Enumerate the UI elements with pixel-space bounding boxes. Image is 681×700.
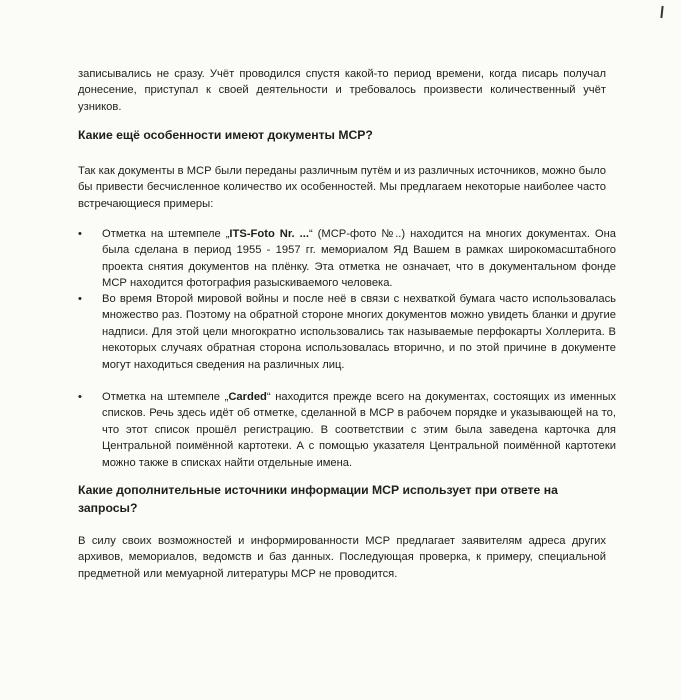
list-item: [78, 291, 616, 371]
list-item: [78, 226, 616, 290]
intro-paragraph: записывались не сразу. Учёт проводился спустя какой-то период времени, когда писарь получал донесение, приступал к своей деятельности и требовалось произвести количественный учёт узников.: [78, 68, 606, 113]
item-text-before: Отметка на штемпеле „: [102, 391, 229, 403]
bullet-icon: •: [78, 391, 82, 403]
item-text-bold: Carded: [228, 391, 267, 403]
item-text-bold: ITS-Foto Nr. ...: [229, 228, 309, 240]
item-text-after: “ (МСР-фото №..) находится на многих документах. Она была сделана в период 1955 - 1957 гг. мемориалом Яд Вашем в рамках широкомасштабного проекта снятия документов на плёнку. Эта отметка не означает, что в документальном фонде МСР находится фотография разыскиваемого человека.: [102, 228, 616, 290]
bullet-icon: •: [78, 293, 82, 305]
bullet-icon: •: [78, 228, 82, 240]
list-item-text: [102, 291, 616, 373]
features-paragraph: Так как документы в МСР были переданы различным путём и из различных источников, можно было бы привести бесчисленное количество их особенностей. Мы предлагаем некоторые наиболее часто встречающиеся примеры:: [78, 165, 606, 210]
list-item: [78, 389, 616, 469]
list-item-text: [102, 389, 616, 471]
section-heading-sources: Какие дополнительные источники информации МСР использует при ответе на запросы?: [78, 483, 558, 515]
list-item-text: [102, 226, 616, 292]
section-heading-features: Какие ещё особенности имеют документы МСР?: [78, 128, 373, 142]
item-text-before: Отметка на штемпеле „: [102, 228, 230, 240]
item-text-before: Во время Второй мировой войны и после неё в связи с нехваткой бумага часто использовалась множество раз. Поэтому на обратной стороне многих документов можно увидеть бланки и другие надписи. Для этой цели многократно использовались так называемые перфокарты Холлерита. В некоторых случаях обратная сторона использовалась вторично, и по этой причине в документе могут находиться сведения на различных лиц.: [102, 293, 616, 371]
sources-paragraph: В силу своих возможностей и информированности МСР предлагает заявителям адреса других архивов, мемориалов, ведомств и баз данных. Последующая проверка, к примеру, специальной предметной или мемуарной литературы МСР не проводится.: [78, 535, 606, 580]
item-text-after: “ находится прежде всего на документах, состоящих из именных списков. Речь здесь идёт об отметке, сделанной в МСР в рабочем порядке и указывающей на то, что этот список прошёл регистрацию. В соответствии с этим была заведена карточка для Центральной поимённой картотеки. А с помощью указателя Центральной поимённой картотеки можно также в списках найти отдельные имена.: [102, 391, 616, 469]
